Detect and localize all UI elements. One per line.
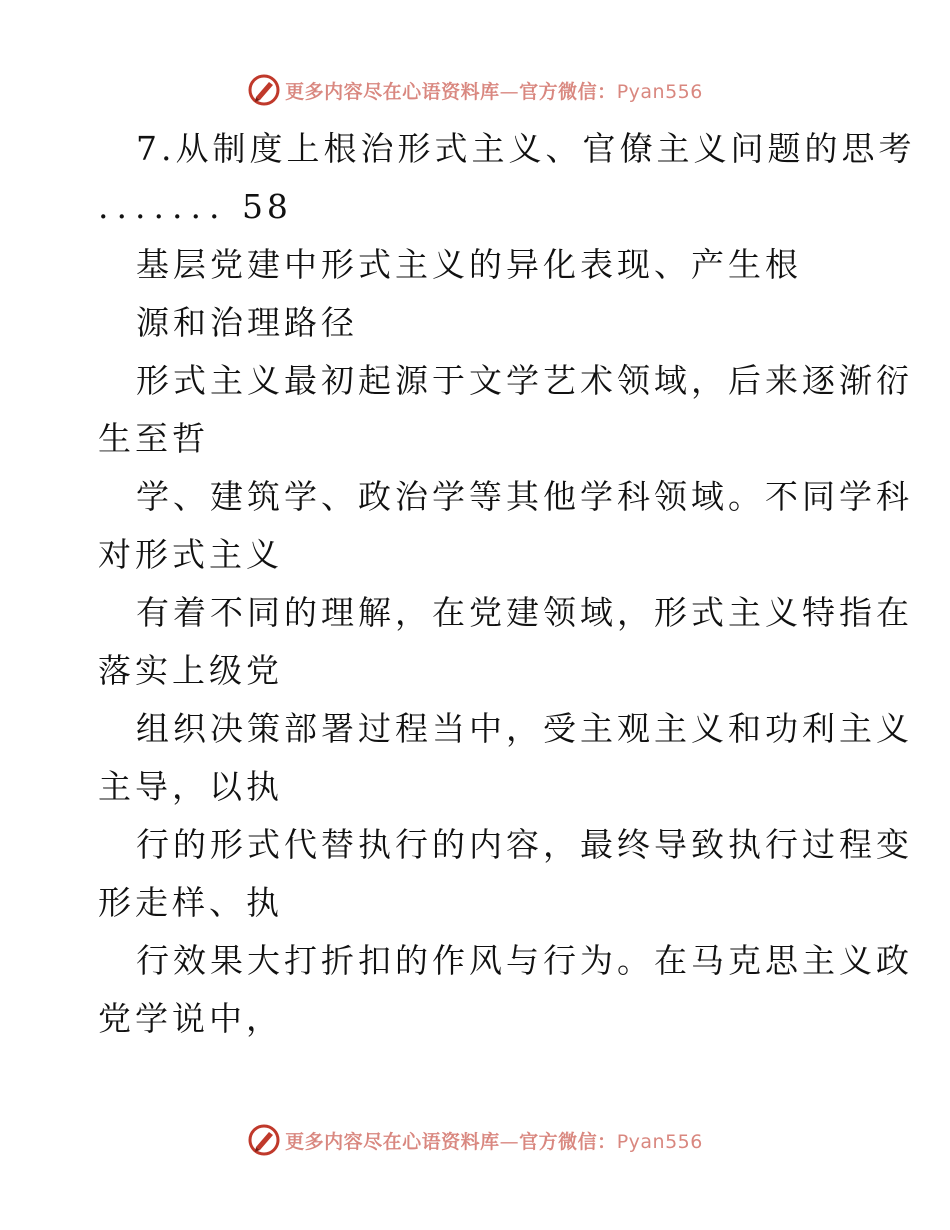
paragraph-line: 生至哲 (98, 419, 209, 458)
paragraph-line: 行效果大打折扣的作风与行为。在马克思主义政 (136, 941, 913, 980)
toc-leader: ....... (98, 187, 228, 226)
toc-item: 7.从制度上根治形式主义、官僚主义问题的思考 (136, 129, 916, 168)
paragraph-line: 有着不同的理解，在党建领域，形式主义特指在 (136, 593, 913, 632)
toc-leader-row (98, 178, 858, 236)
paragraph-line: 主导，以执 (98, 767, 283, 806)
watermark-dash: — (499, 1130, 520, 1153)
watermark-text (285, 1127, 703, 1154)
pen-logo-icon (247, 73, 281, 107)
document-body (98, 120, 916, 1048)
watermark-id: Pyan556 (616, 80, 703, 103)
article-title-line-1: 基层党建中形式主义的异化表现、产生根 (136, 245, 802, 284)
paragraph-line: 对形式主义 (98, 535, 283, 574)
footer-watermark (0, 1120, 950, 1160)
paragraph-line: 学、建筑学、政治学等其他学科领域。不同学科 (136, 477, 913, 516)
paragraph-line: 行的形式代替执行的内容，最终导致执行过程变 (136, 825, 913, 864)
watermark-contact: 官方微信： (519, 80, 617, 103)
paragraph-line: 组织决策部署过程当中，受主观主义和功利主义 (136, 709, 913, 748)
header-watermark (0, 70, 950, 110)
toc-page-number: 58 (241, 187, 292, 226)
watermark-id: Pyan556 (616, 1130, 703, 1153)
paragraph-line: 落实上级党 (98, 651, 283, 690)
watermark-brand: 更多内容尽在心语资料库 (285, 80, 500, 103)
paragraph-line: 形式主义最初起源于文学艺术领域，后来逐渐衍 (136, 361, 913, 400)
watermark-brand: 更多内容尽在心语资料库 (285, 1130, 500, 1153)
article-title-line-2: 源和治理路径 (136, 303, 358, 342)
watermark-dash: — (499, 80, 520, 103)
pen-logo-icon (247, 1123, 281, 1157)
paragraph-line: 形走样、执 (98, 883, 283, 922)
paragraph-line: 党学说中， (98, 999, 283, 1038)
watermark-contact: 官方微信： (519, 1130, 617, 1153)
watermark-text (285, 77, 703, 104)
